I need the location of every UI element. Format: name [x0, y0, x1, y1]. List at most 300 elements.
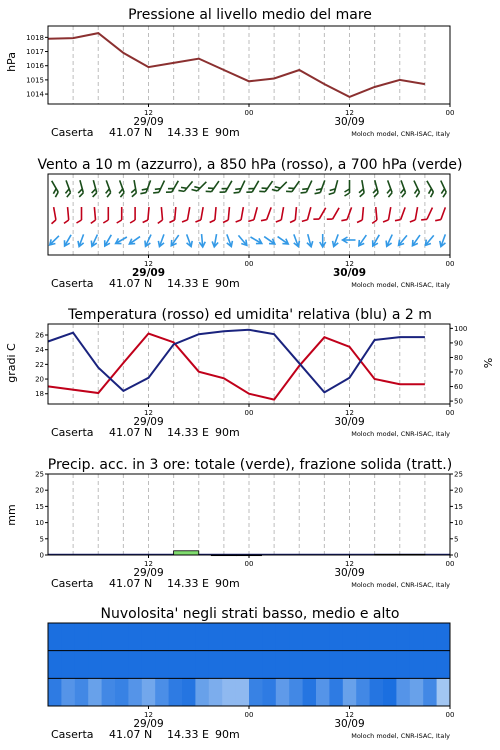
wind-barb-flag [359, 193, 364, 197]
cloud-cell [128, 623, 142, 651]
wind-barb [371, 207, 377, 223]
wind-barb-shaft [161, 207, 162, 220]
humidity-line [48, 330, 425, 393]
wind-barb [140, 179, 150, 196]
wind-barb-shaft [211, 181, 218, 192]
date-label: 29/09 [133, 116, 164, 128]
x-tick-label: 00 [445, 409, 455, 417]
y-tick-label: 0 [39, 551, 44, 560]
wind-barb-flag [143, 220, 148, 223]
wind-barb [313, 205, 325, 221]
cloud-cell [88, 623, 102, 651]
cloud-cell [249, 678, 263, 706]
wind-barb [327, 205, 339, 221]
date-label: 30/09 [334, 416, 365, 428]
wind-barb [286, 178, 299, 194]
cloud-cell [423, 623, 437, 651]
wind-barb-flag [166, 190, 172, 195]
wind-barb [410, 233, 422, 247]
cloud-cell [182, 678, 196, 706]
wind-barb-flag [442, 192, 448, 197]
cloud-cell [262, 623, 276, 651]
wind-barb [195, 206, 203, 223]
wind-barb-shaft [401, 207, 405, 219]
wind-barb-flag [272, 187, 278, 193]
wind-barb-flag [210, 220, 215, 223]
cloud-cell [276, 651, 290, 679]
y-tick-label: 1016 [26, 62, 44, 71]
y-tick-label: 1018 [26, 33, 44, 42]
wind-barb-flag [290, 220, 295, 223]
wind-barb-flag [91, 220, 96, 223]
wind-barb-flag [327, 217, 333, 222]
cloud-cell [75, 651, 89, 679]
wind-barb-flag [117, 220, 122, 223]
y-tick-label: 5 [39, 535, 44, 544]
cloud-cell [182, 651, 196, 679]
x-tick-label: 12 [345, 260, 354, 268]
date-label: 29/09 [133, 718, 164, 730]
wind-barb [182, 206, 190, 223]
station-lat: 41.07 N [109, 426, 153, 439]
model-credit: Moloch model, CNR-ISAC, Italy [351, 430, 450, 438]
wind-barb-flag [220, 190, 226, 195]
wind-barb [236, 233, 249, 247]
cloud-cell [61, 678, 75, 706]
cloud-cell [195, 623, 209, 651]
wind-barb-shaft [333, 208, 340, 219]
wind-barb-shaft [295, 207, 296, 220]
cloud-cell [383, 623, 397, 651]
cloud-cell [316, 623, 330, 651]
cloud-chart-title: Nuvolosita' negli strati basso, medio e alto [100, 606, 400, 622]
station-elevation: 90m [215, 126, 240, 139]
cloud-cell [169, 623, 183, 651]
station-name: Caserta [51, 426, 94, 439]
model-credit: Moloch model, CNR-ISAC, Italy [351, 130, 450, 138]
cloud-cell [437, 678, 451, 706]
wind-barb-shaft [254, 207, 257, 220]
wind-barb [166, 178, 178, 194]
y-tick-label: 15 [35, 502, 44, 511]
wind-barb [157, 233, 167, 247]
x-tick-label: 12 [345, 560, 354, 568]
cloud-cell [48, 623, 62, 651]
x-tick-label: 00 [445, 109, 455, 117]
station-elevation: 90m [215, 277, 240, 290]
wind-barb-shaft [187, 207, 189, 220]
y-right-tick-label: 20 [454, 486, 463, 495]
cloud-cell [236, 623, 250, 651]
wind-barb-flag [64, 220, 69, 223]
cloud-cell [329, 678, 343, 706]
wind-barb-shaft [175, 207, 176, 220]
wind-barb-flag [313, 217, 319, 222]
x-tick-label: 00 [244, 260, 254, 268]
station-name: Caserta [51, 728, 94, 741]
wind-barb [370, 233, 382, 247]
wind-barb [395, 206, 405, 223]
wind-barb [63, 207, 69, 223]
model-credit: Moloch model, CNR-ISAC, Italy [351, 581, 450, 589]
wind-barb-flag [387, 193, 393, 198]
wind-barb [178, 178, 192, 193]
wind-barb-flag [206, 189, 212, 194]
wind-barb-flag [341, 218, 347, 223]
wind-barb-flag [223, 220, 228, 223]
wind-barb [357, 180, 365, 197]
y-tick-label: 1017 [26, 48, 44, 57]
wind-barb-flag [191, 187, 197, 193]
cloud-cell [236, 651, 250, 679]
wind-barb-flag [357, 220, 362, 223]
wind-barb-shaft [415, 207, 417, 220]
cloud-cell [370, 651, 384, 679]
wind-barb [331, 233, 341, 247]
x-tick-label: 12 [345, 409, 354, 417]
wind-barb [383, 206, 391, 223]
cloud-cell [329, 623, 343, 651]
station-lon: 14.33 E [167, 728, 209, 741]
cloud-cell [115, 651, 129, 679]
wind-barb-flag [373, 193, 379, 197]
y-right-tick-label: 50 [454, 397, 463, 406]
model-credit: Moloch model, CNR-ISAC, Italy [351, 281, 450, 289]
wind-barb-flag [169, 220, 174, 223]
wind-barb-shaft [362, 207, 363, 220]
cloud-cell [370, 623, 384, 651]
cloud-cell [236, 678, 250, 706]
wind-barb [356, 233, 368, 247]
date-label: 29/09 [133, 416, 164, 428]
panel-frame [48, 324, 450, 404]
y-right-tick-label: 60 [454, 383, 463, 392]
wind-barb [48, 234, 61, 247]
wind-barb-shaft [54, 207, 56, 220]
x-tick-label: 12 [345, 711, 354, 719]
wind-barb-flag [130, 220, 135, 223]
wind-barb-flag [345, 193, 350, 196]
wind-barb-flag [195, 219, 200, 223]
wind-barb [341, 206, 351, 223]
cloud-cell [423, 678, 437, 706]
cloud-cell [316, 678, 330, 706]
wind-barb [117, 207, 122, 223]
cloud-cell [276, 678, 290, 706]
wind-barb [438, 233, 448, 247]
wind-barb [184, 233, 194, 247]
wind-barb [49, 207, 57, 224]
precipitation-y-axis-title: mm [5, 504, 18, 526]
x-tick-label: 00 [244, 109, 254, 117]
wind-barb-shaft [159, 181, 164, 193]
cloud-cell [383, 651, 397, 679]
station-lat: 41.07 N [109, 126, 153, 139]
precipitation-chart-title: Precip. acc. in 3 ore: totale (verde), frazione solida (tratt.) [47, 457, 453, 473]
cloud-cell [249, 623, 263, 651]
cloud-cell [75, 678, 89, 706]
wind-barb-shaft [148, 207, 149, 220]
wind-barb [128, 234, 142, 246]
wind-barb [345, 180, 350, 196]
wind-barb-flag [415, 192, 421, 197]
wind-barb-shaft [94, 207, 95, 220]
cloud-cell [262, 651, 276, 679]
cloud-cell [303, 651, 317, 679]
cloud-cell [115, 678, 129, 706]
wind-barb [89, 207, 95, 223]
wind-barb-flag [301, 190, 307, 195]
cloud-cell [303, 623, 317, 651]
cloud-cell [289, 623, 303, 651]
cloud-cell [142, 623, 156, 651]
x-tick-label: 00 [445, 260, 455, 268]
station-name: Caserta [51, 277, 94, 290]
wind-barb-shaft [376, 207, 377, 220]
cloud-cell [75, 623, 89, 651]
x-tick-label: 12 [144, 711, 153, 719]
wind-barb [206, 178, 219, 194]
cloud-cell [410, 678, 424, 706]
wind-barb [102, 180, 112, 197]
wind-barb-flag [106, 193, 112, 198]
wind-barb [276, 206, 284, 223]
cloud-cell [128, 678, 142, 706]
cloud-cell [383, 678, 397, 706]
wind-barb-shaft [265, 181, 272, 192]
cloud-cell [410, 623, 424, 651]
date-label: 30/09 [332, 267, 367, 279]
wind-barb [396, 180, 406, 197]
x-tick-label: 12 [345, 109, 354, 117]
wind-barb [246, 178, 258, 194]
station-elevation: 90m [215, 426, 240, 439]
cloud-cell [222, 678, 236, 706]
wind-barb-shaft [228, 207, 229, 220]
wind-barb-shaft [281, 207, 283, 220]
x-tick-label: 00 [445, 711, 455, 719]
cloud-cell [102, 651, 116, 679]
pressure-chart-title: Pressione al livello medio del mare [128, 7, 372, 23]
wind-barb [302, 206, 311, 223]
wind-barb [156, 207, 162, 223]
wind-barb-shaft [201, 207, 203, 220]
cloud-cell [195, 678, 209, 706]
precipitation-bar [174, 551, 199, 555]
wind-barb-shaft [292, 181, 299, 192]
y-right-tick-label: 15 [454, 502, 463, 511]
wind-barb [410, 206, 418, 223]
wind-barb [315, 179, 325, 196]
wind-barb [75, 180, 84, 197]
cloud-cell [249, 651, 263, 679]
cloud-cell [303, 678, 317, 706]
pressure-y-axis-title: hPa [5, 52, 18, 72]
wind-barb-flag [401, 193, 407, 198]
wind-barb [248, 206, 257, 223]
wind-barb-flag [383, 219, 388, 223]
wind-barb-flag [131, 193, 136, 197]
cloud-cell [142, 651, 156, 679]
wind-barb-shaft [239, 181, 244, 193]
wind-barb [301, 178, 312, 195]
wind-barb [276, 234, 290, 246]
date-label: 30/09 [334, 718, 365, 730]
wind-barb-flag [103, 220, 108, 223]
wind-barb-shaft [68, 207, 69, 220]
wind-barb [435, 206, 445, 223]
wind-barb-flag [261, 218, 267, 223]
wind-barb [224, 233, 234, 247]
wind-barb-shaft [388, 207, 390, 220]
cloud-cell [329, 651, 343, 679]
wind-barb [272, 178, 287, 193]
station-name: Caserta [51, 577, 94, 590]
cloud-cell [155, 678, 169, 706]
cloud-cell [343, 651, 357, 679]
wind-barb-shaft [252, 181, 259, 192]
cloud-cell [195, 651, 209, 679]
cloud-cell [276, 623, 290, 651]
wind-barb [47, 181, 59, 197]
cloud-cell [370, 678, 384, 706]
wind-barb-shaft [278, 182, 287, 191]
station-elevation: 90m [215, 728, 240, 741]
y-right-tick-label: 70 [454, 368, 463, 377]
wind-barb-flag [421, 217, 427, 222]
wind-barb-flag [178, 188, 184, 194]
wind-barb-flag [276, 219, 281, 223]
cloud-cell [169, 651, 183, 679]
x-tick-label: 00 [244, 711, 254, 719]
cloud-cell [343, 678, 357, 706]
date-label: 30/09 [334, 567, 365, 579]
y-tick-label: 18 [35, 390, 44, 399]
wind-barb-flag [236, 219, 241, 223]
cloud-cell [155, 651, 169, 679]
wind-barb-shaft [334, 180, 337, 193]
wind-barb [114, 234, 128, 246]
station-name: Caserta [51, 126, 94, 139]
y-right-tick-label: 90 [454, 339, 463, 348]
cloud-cell [102, 678, 116, 706]
pressure-line [48, 33, 425, 97]
wind-barb [259, 178, 272, 194]
wind-barb-flag [329, 191, 335, 195]
cloud-cell [209, 651, 223, 679]
y-right-tick-label: 10 [454, 519, 463, 528]
wind-barb [61, 180, 71, 197]
wind-barb [249, 234, 263, 246]
y-right-tick-label: 100 [454, 324, 468, 333]
cloud-cell [396, 678, 410, 706]
wind-barb [220, 178, 232, 194]
cloud-cell [356, 651, 370, 679]
cloud-cell [155, 623, 169, 651]
wind-barb [409, 181, 420, 198]
wind-barb [234, 178, 245, 195]
temperature-y-axis-title: gradi C [5, 343, 18, 383]
cloud-cell [262, 678, 276, 706]
station-lon: 14.33 E [167, 277, 209, 290]
station-lat: 41.07 N [109, 277, 153, 290]
cloud-cell [396, 651, 410, 679]
model-credit: Moloch model, CNR-ISAC, Italy [351, 732, 450, 740]
cloud-cell [209, 678, 223, 706]
wind-barb-shaft [215, 207, 216, 220]
x-tick-label: 12 [144, 560, 153, 568]
cloud-cell [61, 623, 75, 651]
cloud-cell [289, 678, 303, 706]
wind-barb-flag [372, 220, 377, 223]
wind-barb [384, 233, 395, 247]
wind-barb [143, 207, 149, 223]
x-tick-label: 12 [144, 109, 153, 117]
cloud-cell [316, 651, 330, 679]
wind-barb-shaft [267, 207, 271, 219]
wind-barb [436, 181, 447, 198]
cloud-cell [169, 678, 183, 706]
wind-barb [89, 180, 98, 197]
cloud-cell [437, 623, 451, 651]
temperature-line [48, 334, 425, 400]
cloud-cell [115, 623, 129, 651]
wind-barb-flag [315, 191, 321, 196]
date-label: 29/09 [133, 567, 164, 579]
x-tick-label: 12 [144, 409, 153, 417]
wind-barb [76, 233, 86, 247]
wind-barb-flag [51, 220, 56, 224]
wind-barb [211, 234, 219, 248]
y-tick-label: 20 [35, 375, 44, 384]
panel-frame [48, 474, 450, 555]
cloud-cell [209, 623, 223, 651]
wind-barb [396, 233, 409, 247]
y-right-tick-label: 80 [454, 353, 463, 362]
wind-barb-shaft [225, 181, 232, 192]
station-lat: 41.07 N [109, 577, 153, 590]
cloud-cell [423, 651, 437, 679]
x-tick-label: 12 [144, 260, 153, 268]
wind-barb-flag [77, 220, 82, 223]
wind-barb-shaft [307, 207, 310, 220]
cloud-cell [142, 678, 156, 706]
wind-barb-shaft [441, 207, 445, 219]
wind-barb [169, 233, 181, 247]
cloud-cell [88, 678, 102, 706]
temperature-chart-title: Temperatura (rosso) ed umidita' relativa (blu) a 2 m [68, 307, 432, 323]
wind-barb [62, 233, 74, 247]
cloud-cell [289, 651, 303, 679]
cloud-cell [88, 651, 102, 679]
y-right-tick-label: 25 [454, 470, 463, 479]
y-tick-label: 1014 [26, 90, 44, 99]
y-tick-label: 25 [35, 470, 44, 479]
wind-barb [210, 207, 216, 223]
wind-barb-flag [182, 219, 187, 223]
wind-barb [290, 207, 296, 223]
station-lon: 14.33 E [167, 126, 209, 139]
wind-barb-flag [234, 190, 240, 195]
wind-barb [383, 180, 393, 197]
cloud-cell [48, 651, 62, 679]
wind-barb-shaft [241, 207, 243, 220]
wind-barb-flag [78, 193, 84, 197]
wind-barb [77, 207, 82, 223]
y-tick-label: 10 [35, 519, 44, 528]
wind-barb-shaft [184, 181, 192, 191]
wind-barb [102, 233, 114, 247]
